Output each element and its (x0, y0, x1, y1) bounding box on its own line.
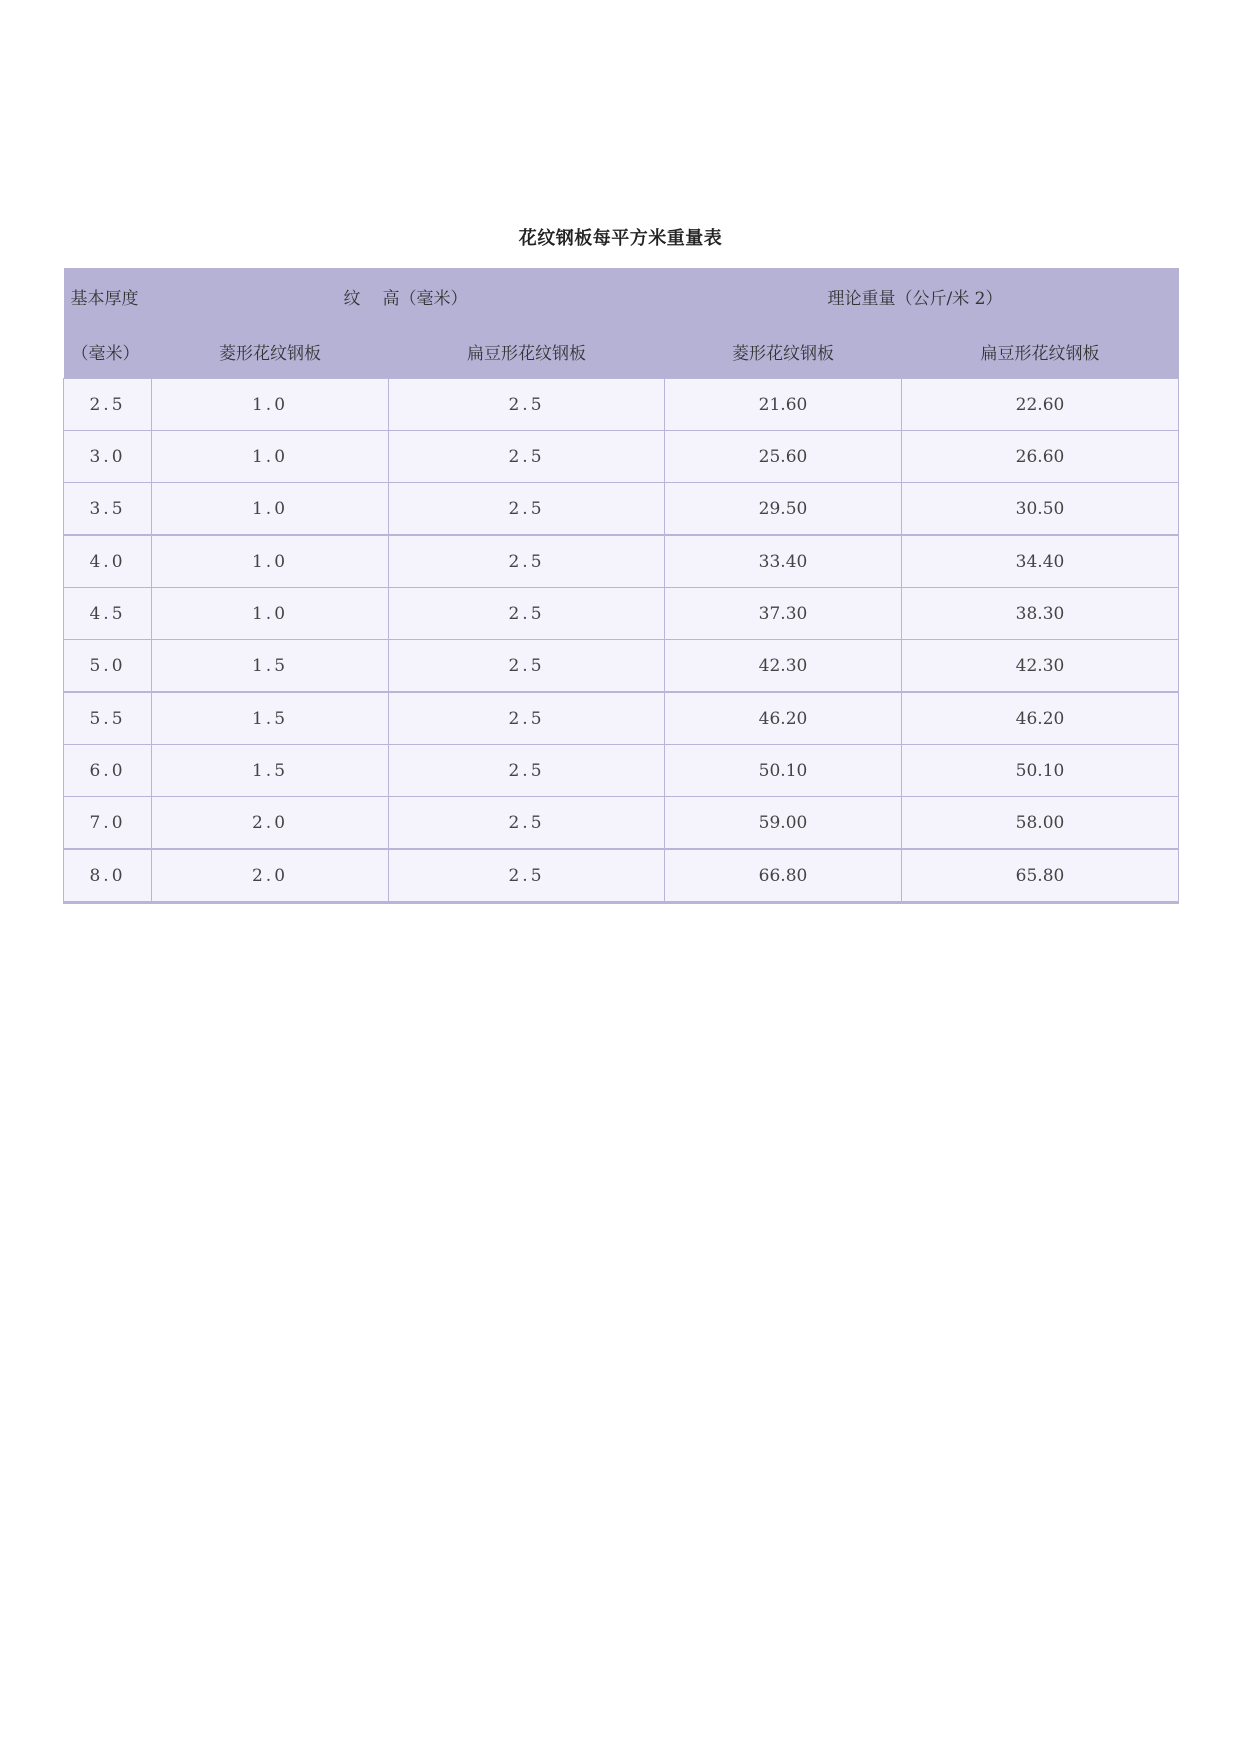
cell-lentil-height: 2.5 (389, 535, 665, 588)
cell-diamond-weight: 59.00 (665, 797, 902, 850)
cell-lentil-weight: 38.30 (902, 588, 1179, 640)
cell-diamond-height: 1.5 (152, 692, 389, 745)
cell-thickness: 7.0 (64, 797, 152, 850)
cell-lentil-height: 2.5 (389, 849, 665, 903)
cell-lentil-weight: 58.00 (902, 797, 1179, 850)
cell-diamond-weight: 42.30 (665, 640, 902, 693)
cell-diamond-height: 2.0 (152, 797, 389, 850)
sub-header-diamond-weight: 菱形花纹钢板 (665, 324, 902, 379)
cell-diamond-height: 1.0 (152, 431, 389, 483)
sub-header-lentil-weight: 扁豆形花纹钢板 (902, 324, 1179, 379)
thickness-header-line2: （毫米） (64, 324, 152, 379)
cell-lentil-height: 2.5 (389, 379, 665, 431)
cell-lentil-weight: 30.50 (902, 483, 1179, 536)
cell-lentil-weight: 34.40 (902, 535, 1179, 588)
table-row (64, 849, 1179, 903)
cell-diamond-weight: 46.20 (665, 692, 902, 745)
cell-thickness: 3.5 (64, 483, 152, 536)
table-row (64, 640, 1179, 693)
sub-header-diamond-height: 菱形花纹钢板 (152, 324, 389, 379)
table-row (64, 379, 1179, 431)
cell-lentil-height: 2.5 (389, 640, 665, 693)
cell-lentil-weight: 22.60 (902, 379, 1179, 431)
cell-lentil-weight: 26.60 (902, 431, 1179, 483)
sub-header-lentil-height: 扁豆形花纹钢板 (389, 324, 665, 379)
cell-diamond-weight: 33.40 (665, 535, 902, 588)
cell-lentil-weight: 65.80 (902, 849, 1179, 903)
cell-thickness: 5.5 (64, 692, 152, 745)
header-row-1 (64, 268, 1179, 324)
table-row (64, 745, 1179, 797)
cell-diamond-weight: 37.30 (665, 588, 902, 640)
table-row (64, 431, 1179, 483)
header-row-2 (64, 324, 1179, 379)
pattern-height-label-b: 高（毫米） (382, 288, 468, 309)
cell-lentil-height: 2.5 (389, 797, 665, 850)
cell-lentil-height: 2.5 (389, 588, 665, 640)
cell-diamond-height: 1.5 (152, 640, 389, 693)
cell-lentil-weight: 42.30 (902, 640, 1179, 693)
cell-lentil-height: 2.5 (389, 431, 665, 483)
cell-diamond-weight: 50.10 (665, 745, 902, 797)
table-row (64, 797, 1179, 850)
cell-thickness: 4.0 (64, 535, 152, 588)
cell-lentil-height: 2.5 (389, 692, 665, 745)
cell-thickness: 3.0 (64, 431, 152, 483)
cell-lentil-weight: 50.10 (902, 745, 1179, 797)
cell-diamond-weight: 25.60 (665, 431, 902, 483)
cell-diamond-height: 1.0 (152, 535, 389, 588)
cell-diamond-weight: 21.60 (665, 379, 902, 431)
cell-diamond-weight: 66.80 (665, 849, 902, 903)
theoretical-weight-header: 理论重量（公斤/米 2） (665, 268, 1179, 324)
cell-diamond-height: 2.0 (152, 849, 389, 903)
cell-lentil-height: 2.5 (389, 483, 665, 536)
cell-lentil-weight: 46.20 (902, 692, 1179, 745)
table-row (64, 588, 1179, 640)
pattern-height-label-a: 纹 (343, 288, 361, 309)
cell-lentil-height: 2.5 (389, 745, 665, 797)
table-row (64, 535, 1179, 588)
cell-thickness: 4.5 (64, 588, 152, 640)
thickness-header-line1: 基本厚度 (64, 268, 152, 324)
cell-diamond-height: 1.0 (152, 379, 389, 431)
cell-diamond-height: 1.0 (152, 588, 389, 640)
cell-thickness: 6.0 (64, 745, 152, 797)
weight-table (63, 268, 1179, 904)
cell-thickness: 8.0 (64, 849, 152, 903)
table-row (64, 483, 1179, 536)
document-title: 花纹钢板每平方米重量表 (518, 228, 723, 249)
cell-diamond-height: 1.5 (152, 745, 389, 797)
cell-thickness: 2.5 (64, 379, 152, 431)
table-row (64, 692, 1179, 745)
cell-diamond-height: 1.0 (152, 483, 389, 536)
cell-diamond-weight: 29.50 (665, 483, 902, 536)
cell-thickness: 5.0 (64, 640, 152, 693)
weight-table-container (63, 268, 1178, 904)
pattern-height-header (152, 268, 665, 324)
